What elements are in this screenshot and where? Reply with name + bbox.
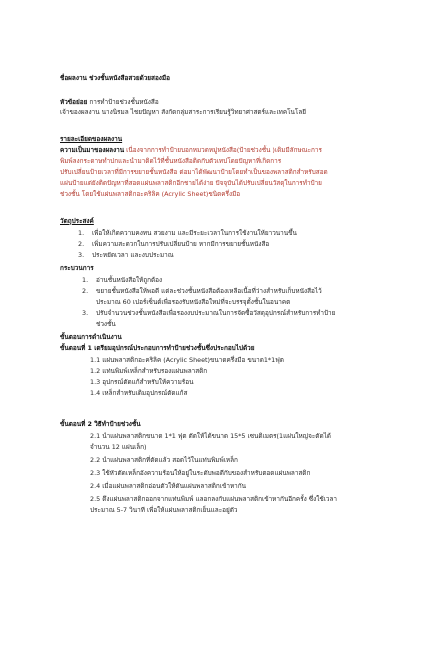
step1-item: 1.1 แผ่นพลาสติกอะคริลิค (Acrylic Sheet)ขนาดครึ่งมือ ขนาด1*1ฟุต bbox=[90, 356, 284, 364]
steps-heading: ขั้นตอนการดำเนินงาน bbox=[60, 333, 122, 341]
topic-label: หัวข้อย่อย bbox=[60, 98, 88, 106]
objective-item: 2. เพิ่มความสะดวกในการปรับเปลี่ยนป้าย หากมีการขยายชั้นหนังสือ bbox=[78, 240, 270, 248]
topic-line bbox=[60, 98, 159, 106]
step1-item: 1.2 แท่นพิมพ์เหล็กสำหรับรองแผ่นพลาสติก bbox=[90, 367, 208, 375]
detail-line-5: ช่วงชั้น โดยใช้แผ่นพลาสติกอะคริลิค (Acrylic Sheet)ชนิดครึ่งมือ bbox=[60, 190, 241, 198]
process-item-continued: ช่วงชั้น bbox=[96, 320, 116, 328]
step1-heading: ขั้นตอนที่ 1 เตรียมอุปกรณ์ประกอบการทำป้ายช่วงชั้นซึ่งประกอบไปด้วย bbox=[60, 344, 255, 352]
step1-item: 1.4 เหล็กสำหรับเติมอุปกรณ์ตัดแก้ส bbox=[90, 389, 188, 397]
objectives-heading: วัตถุประสงค์ bbox=[60, 217, 94, 225]
document-title: ชื่อผลงาน ช่วงชั้นหนังสือสวยด้วยสองมือ bbox=[60, 74, 170, 82]
step2-item: 2.3 ใช้หัวตัดเหล็กอังความร้อนให้อยู่ในระดับพอดีกับของสำหรับตอดแผ่นพลาสติก bbox=[90, 469, 311, 477]
process-item-continued: ประมาณ 60 เปอร์เซ็นต์เพื่อรองรับหนังสือใหม่ที่จะบรรจุตั้งชั้นในอนาคต bbox=[96, 298, 291, 306]
detail-line-1 bbox=[60, 146, 322, 154]
process-item: 2. ขยายชั้นหนังสือให้พอดี แต่ละช่วงชั้นหนังสือต้องเหลือเนื้อที่ว่างสำหรับเก็บหนังสือไว้ bbox=[82, 287, 322, 295]
step2-heading: ขั้นตอนที่ 2 วิธีทำป้ายช่วงชั้น bbox=[60, 420, 141, 428]
step2-item-continued: จำนวน 12 แผ่นเล็ก) bbox=[90, 443, 147, 451]
step2-item: 2.4 เมื่อแผ่นพลาสติกอ่อนตัวให้ดันแผ่นพลาสติกเข้าหากัน bbox=[90, 482, 246, 490]
detail-lead: ความเป็นมาของผลงาน bbox=[60, 146, 125, 154]
step2-item: 2.2 นำแผ่นพลาสติกที่ตัดแล้ว สอดไว้ในแท่นพิมพ์เหล็ก bbox=[90, 456, 238, 464]
owner-line: เจ้าของผลงาน นางนิรมล ไชยปัญหา สังกัดกลุ่มสาระการเรียนรู้วิทยาศาสตร์และเทคโนโลยี bbox=[60, 108, 307, 116]
step2-item: 2.1 นำแผ่นพลาสติกขนาด 1*1 ฟุต ตัดให้ได้ขนาด 15*5 เซนติเมตร(1แผ่นใหญ่จะตัดได้ bbox=[90, 432, 331, 440]
detail-heading: รายละเอียดของผลงาน bbox=[60, 135, 123, 143]
step1-item: 1.3 อุปกรณ์ตัดแก้สำหรับให้ความร้อน bbox=[90, 378, 194, 386]
step2-item: 2.5 ดึงแผ่นพลาสติกออกจากแท่นพิมพ์ แลอกลงกับแผ่นพลาสติกเข้าหากันอีกครั้ง ซึ่งใช้เวลา bbox=[90, 495, 337, 503]
detail-line-4: แผ่นป้ายแต่ยังติดปัญหาที่สอดแผ่นพลาสติกอีกชายได้ง่าย ปัจจุบันได้ปรับเปลี่ยนวัสดุในการทำป้าย bbox=[60, 179, 322, 187]
detail-text: เนื่องจากการทำป้ายบอกหมวดหมู่หนังสือ(ป้ายช่วงชั้น )เดิมมีลักษณะการ bbox=[124, 146, 322, 154]
objective-item: 1. เพื่อให้เกิดความคงทน สวยงาม และมีระยะเวลาในการใช้งานให้ยาวนานขึ้น bbox=[78, 229, 297, 237]
process-item: 1. อ่านชั้นหนังสือให้ถูกต้อง bbox=[82, 276, 163, 284]
objective-item: 3. ประหยัดเวลา และงบประมาณ bbox=[78, 251, 174, 259]
process-item: 3. ปรับจำนวนช่วงชั้นหนังสือเพื่อรองงบประมาณในการจัดซื้อวัสดุอุปกรณ์สำหรับการทำป้าย bbox=[82, 309, 336, 317]
step2-item-continued: ประมาณ 5-7 วินาที เพื่อให้แผ่นพลาสติกเย็นและอยู่ตัว bbox=[90, 506, 238, 514]
process-heading: กระบวนการ bbox=[60, 264, 94, 272]
detail-line-2: พิมพ์ลงกระดาษทำปกและนำมาติดไว้ที่ชั้นหนังสือติดกับตัวเทปโดยปัญหาที่เกิดการ bbox=[60, 157, 282, 165]
topic-value: การทำป้ายช่วงชั้นหนังสือ bbox=[89, 98, 159, 106]
detail-line-3: ปรับเปลี่ยนป้ายเวลาที่มีการขยายชั้นหนังสือ ต่อมาได้พัฒนาป้ายโดยทำเป็นของพลาสติกสำหรับสอด bbox=[60, 168, 328, 176]
